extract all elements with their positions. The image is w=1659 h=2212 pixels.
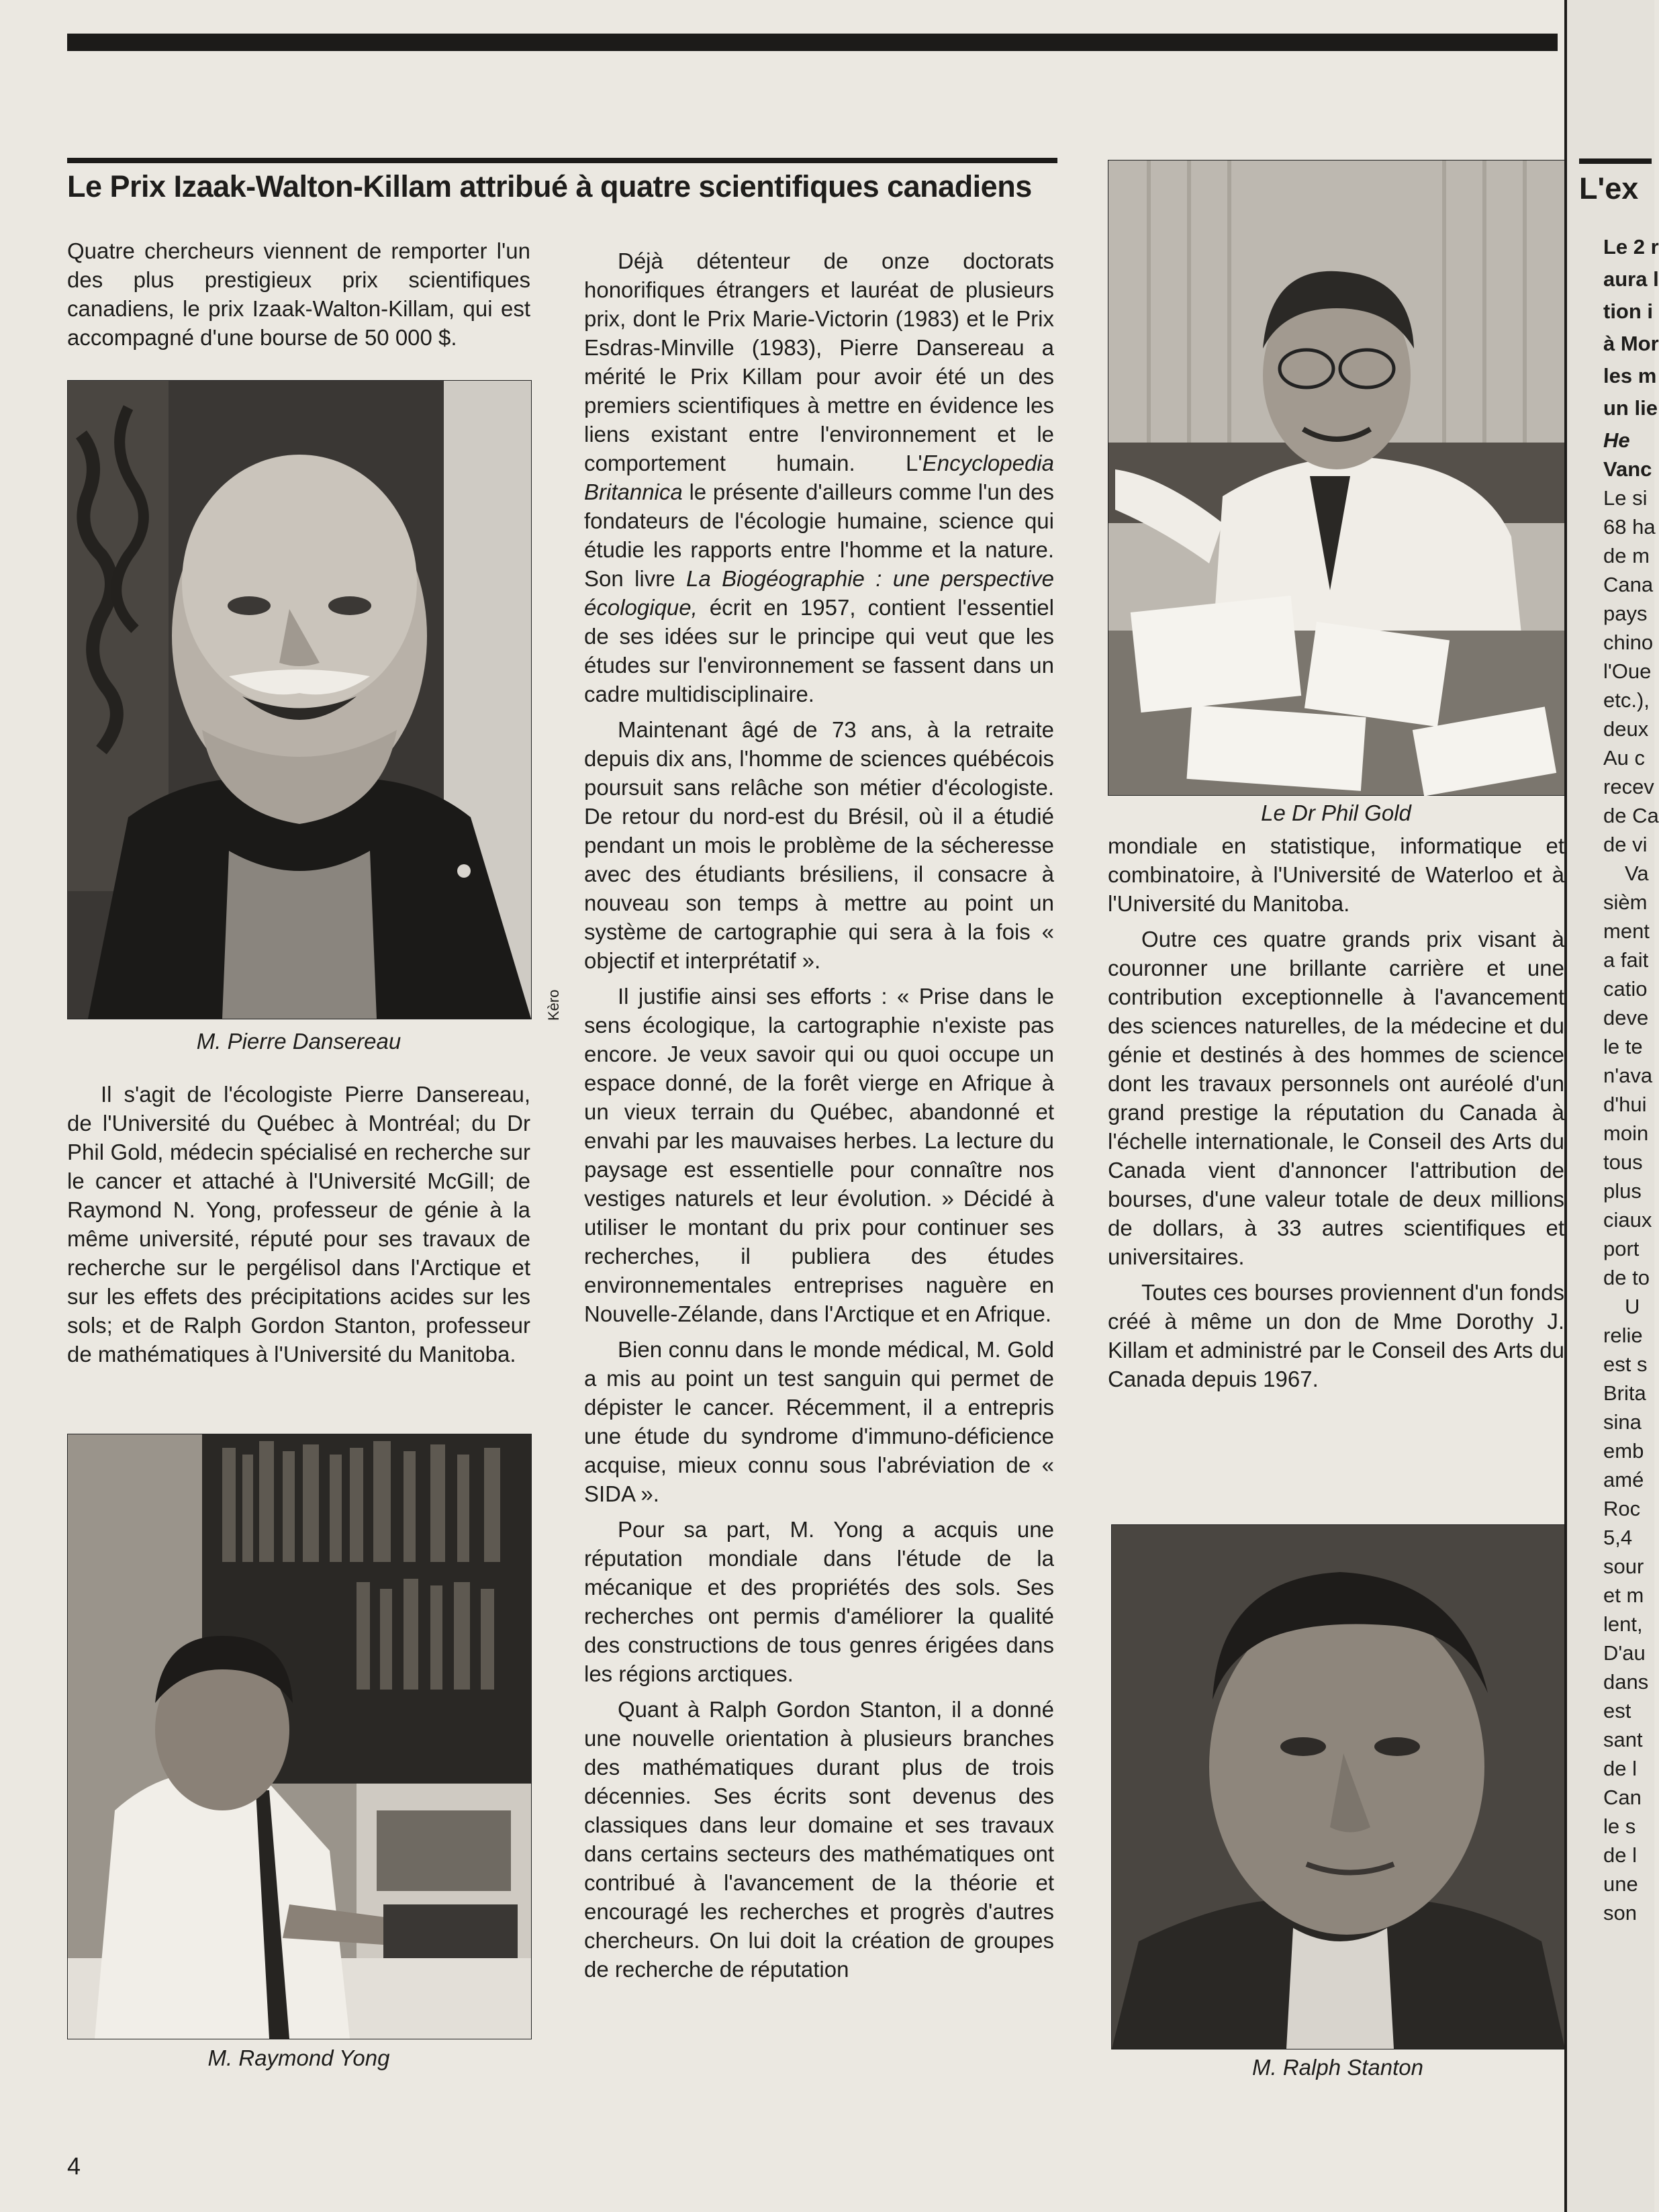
next-page-line: chino: [1603, 631, 1654, 654]
column2-paragraph4: Bien connu dans le monde médical, M. Gold a mis au point un test sanguin qui permet de dépister le cancer. Récemment, il a entrepris une étude du syndrome d'immuno-déficience acquise, mieux connu sous l'abréviation de « SIDA ».: [584, 1337, 1054, 1506]
next-page-line: U: [1625, 1295, 1640, 1318]
next-page-line: Brita: [1603, 1381, 1646, 1405]
next-page-line: He: [1603, 428, 1630, 452]
next-page-line: ment: [1603, 919, 1650, 943]
next-page-line: sant: [1603, 1728, 1643, 1751]
top-rule: [67, 34, 1558, 51]
next-page-line: lent,: [1603, 1612, 1643, 1636]
next-page-line: moin: [1603, 1121, 1649, 1145]
next-page-line: sina: [1603, 1410, 1642, 1434]
next-page-line: son: [1603, 1901, 1637, 1925]
next-page-line: sièm: [1603, 890, 1648, 914]
next-page-line: catio: [1603, 977, 1648, 1001]
next-page-line: port: [1603, 1237, 1640, 1260]
next-page-line: amé: [1603, 1468, 1644, 1491]
portrait-image: [68, 381, 531, 1019]
caption-raymond-yong: M. Raymond Yong: [207, 2045, 390, 2070]
next-page-line: à Mor: [1603, 332, 1659, 355]
next-page-line: d'hui: [1603, 1093, 1647, 1116]
next-page-line: ciaux: [1603, 1208, 1652, 1232]
next-page-line: 68 ha: [1603, 515, 1656, 539]
next-page-line: une: [1603, 1872, 1638, 1896]
next-page-line: de l: [1603, 1757, 1637, 1780]
next-page-line: et m: [1603, 1583, 1644, 1607]
next-page-line: Vanc: [1603, 457, 1652, 481]
next-page-line: emb: [1603, 1439, 1644, 1463]
next-page-line: tion i: [1603, 299, 1654, 323]
next-page-line: dans: [1603, 1670, 1649, 1694]
next-page-line: le te: [1603, 1035, 1643, 1058]
column2-paragraph6: Quant à Ralph Gordon Stanton, il a donné une nouvelle orientation à plusieurs branches des mathématiques durant plus de trois décennies. Ses écrits sont devenus des classiques dans leur domaine et ses travaux dans certains secteurs des mathématiques ont contribué à l'avancement de la théorie et encouragé les recherches et progrès d'autres chercheurs. On lui doit la création de groupes de recherche de réputation: [584, 1697, 1054, 1982]
next-page-line: 5,4: [1603, 1526, 1633, 1549]
next-page-line: le s: [1603, 1814, 1636, 1838]
column2-text: [584, 246, 1054, 1984]
column2-paragraph3: Il justifie ainsi ses efforts : « Prise dans le sens écologique, la cartographie n'existe pas encore. Je veux savoir qui ou quoi occupe un espace donné, de la forêt vierge en Afrique à un vieux terrain du Québec, abandonné et envahi par les mauvaises herbes. La lecture du paysage est essentielle pour connaître nos vestiges naturels et leur évolution. » Décidé à utiliser le montant du prix pour continuer ses recherches, il publiera des études environnementales entreprises naguère en Nouvelle-Zélande, dans l'Arctique et en Afrique.: [584, 984, 1054, 1326]
next-page-line: Cana: [1603, 573, 1654, 596]
next-page-line: pays: [1603, 602, 1648, 625]
caption-phil-gold: Le Dr Phil Gold: [1261, 800, 1411, 825]
next-page-line: deve: [1603, 1006, 1649, 1029]
photo-credit-dansereau: Kèro: [545, 989, 562, 1021]
next-page-line: etc.),: [1603, 688, 1650, 712]
next-page-line: aura l: [1603, 267, 1659, 291]
next-page-line: sour: [1603, 1555, 1644, 1578]
caption-pierre-dansereau: M. Pierre Dansereau: [196, 1029, 401, 1054]
next-page-line: tous: [1603, 1150, 1643, 1174]
column3-text: [1108, 831, 1564, 1393]
next-page-line: plus: [1603, 1179, 1642, 1203]
photo-pierre-dansereau: [67, 380, 532, 1019]
next-page-line: deux: [1603, 717, 1649, 741]
next-page-line: D'au: [1603, 1641, 1646, 1665]
next-page-line: Roc: [1603, 1497, 1641, 1520]
next-page-line: a fait: [1603, 948, 1649, 972]
next-page-line: Can: [1603, 1786, 1642, 1809]
column2-paragraph2: Maintenant âgé de 73 ans, à la retraite depuis dix ans, l'homme de sciences québécois poursuit sans relâche son métier d'écologiste. De retour du nord-est du Brésil, où il a étudié pendant un mois le problème de la sécheresse avec des étudiants brésiliens, il consacre à nouveau son temps à mettre au point un système de cartographie qui sera à la fois « objectif et interprétatif ».: [584, 717, 1054, 973]
column3-paragraph2: Outre ces quatre grands prix visant à couronner une brillante carrière et une contribution exceptionnelle à l'avancement des sciences naturelles, de la médecine et du génie et destinés à des hommes de science dont les travaux personnels ont auréolé d'un grand prestige la réputation du Canada à l'échelle internationale, le Conseil des Arts du Canada vient d'annoncer l'attribution de bourses, d'une valeur totale de deux millions de dollars, à 33 autres scientifiques et universitaires.: [1108, 927, 1564, 1269]
article-headline: Le Prix Izaak-Walton-Killam attribué à quatre scientifiques canadiens: [67, 169, 1032, 203]
column3-paragraph3: Toutes ces bourses proviennent d'un fonds créé à même un don de Mme Dorothy J. Killam et administré par le Conseil des Arts du Canada depuis 1967.: [1108, 1280, 1564, 1391]
headline-rule: [67, 158, 1057, 163]
next-page-line: Le 2 r: [1603, 235, 1659, 259]
portrait-image: [1108, 160, 1565, 795]
next-page-line: un lie: [1603, 396, 1658, 420]
column1-paragraph2: Il s'agit de l'écologiste Pierre Dansereau, de l'Université du Québec à Montréal; du Dr Phil Gold, médecin spécialisé en recherche sur le cancer et attaché à l'Université McGill; de Raymond N. Yong, professeur de génie à la même université, réputé pour ses travaux de recherche sur le pergélisol dans l'Arctique et sur les effets des précipitations acides sur les sols; et de Ralph Gordon Stanton, professeur de mathématiques à l'Université du Manitoba.: [67, 1082, 530, 1367]
column2-paragraph1: Déjà détenteur de onze doctorats honorifiques étrangers et lauréat de plusieurs prix, dont le Prix Marie-Victorin (1983) et le Prix Esdras-Minville (1983), Pierre Dansereau a mérité le Prix Killam pour avoir été un des premiers scientifiques à mettre en évidence les liens existant entre l'environnement et le comportement humain. L'Encyclopedia Britannica le présente d'ailleurs comme l'un des fondateurs de l'écologie humaine, science qui étudie les rapports entre l'homme et la nature. Son livre La Biogéographie : une perspective écologique, écrit en 1957, contient l'essentiel de ses idées sur le principe qui veut que les études sur l'environnement se fassent dans un cadre multidisciplinaire.: [584, 248, 1055, 706]
portrait-image: [1112, 1525, 1565, 2049]
next-page-line: l'Oue: [1603, 659, 1652, 683]
next-page-line: est: [1603, 1699, 1631, 1722]
next-page-line: de l: [1603, 1843, 1637, 1867]
next-page-line: les m: [1603, 364, 1657, 387]
next-page-line: Le si: [1603, 486, 1648, 510]
next-page-line: de to: [1603, 1266, 1650, 1289]
next-page-line: Va: [1625, 862, 1649, 885]
intro-paragraph: Quatre chercheurs viennent de remporter l'un des plus prestigieux prix scientifiques canadiens, le prix Izaak-Walton-Killam, qui est accompagné d'une bourse de 50 000 $.: [67, 238, 530, 350]
photo-raymond-yong: [67, 1434, 532, 2039]
caption-ralph-stanton: M. Ralph Stanton: [1252, 2055, 1423, 2080]
next-page-line: n'ava: [1603, 1064, 1653, 1087]
next-page-headline-rule: [1579, 158, 1652, 164]
next-page-line: Au c: [1603, 746, 1646, 770]
column3-paragraph1: mondiale en statistique, informatique et combinatoire, à l'Université de Waterloo et à l'Université du Manitoba.: [1108, 833, 1564, 916]
page-number: 4: [67, 2152, 81, 2180]
next-page-headline: L'ex: [1579, 171, 1639, 205]
portrait-image: [68, 1434, 531, 2039]
next-page-line: de vi: [1603, 833, 1648, 856]
column2-paragraph5: Pour sa part, M. Yong a acquis une réputation mondiale dans l'étude de la mécanique et des propriétés des sols. Ses recherches ont permis d'améliorer la qualité des constructions de tous genres érigées dans les régions arctiques.: [584, 1517, 1054, 1686]
photo-phil-gold: [1108, 160, 1566, 796]
photo-ralph-stanton: [1111, 1524, 1566, 2049]
next-page-line: relie: [1603, 1324, 1643, 1347]
next-page-line: est s: [1603, 1352, 1648, 1376]
next-page-line: recev: [1603, 775, 1654, 798]
next-page-line: de Ca: [1603, 804, 1659, 827]
next-page-line: de m: [1603, 544, 1650, 567]
